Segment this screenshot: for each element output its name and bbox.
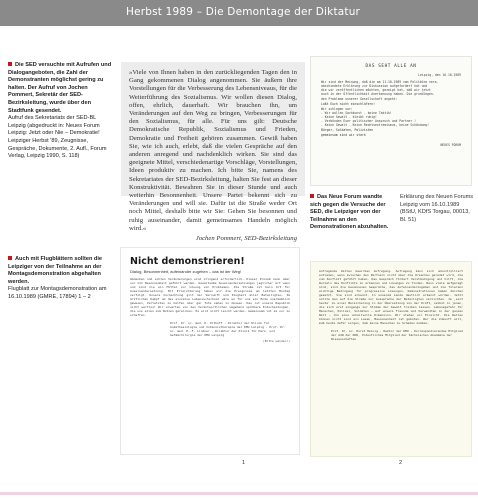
- red-bullet-icon: [8, 256, 12, 260]
- doc-line: Wir sind der Meinung, daß die am 11.10.1989 vom Politbüro vera-: [321, 80, 439, 85]
- quote-text: »Viele von Ihnen haben in den zurückliegenden Tagen den in Gang gekommenen Dialog angenommen. Sie äußern ihre Vorstellungen für die Verbesserung des Lebensniveaus, für die Weiterführung des Sozialismus. Wir wollen diesen Dialog, offen, ehrlich, dauerhaft. Wir brauchen ihn, um Veränderungen auf den Weg zu bringen, Verbesserungen für den Sozialismus, für alle. Für uns gilt: Deutsche Demokratische Republik, Sozialismus und Frieden, Demokratie und Freiheit gehören zusammen. Gewiß haben Sie, wie ich auch, erlebt, daß die vielen Gespräche auf den anderen anregend und nachdenklich wirken. Sie sind das geeignete Mittel, verschiedenartige Vorschläge, Vorstellungen, Ideen produktiv zu machen. Ich bitte Sie, namens des Sekretariates der SED-Bezirksleitung, halten Sie fest an dieser Konstruktivität. Bewahren Sie in dieser Stunde und auch weiterhin Besonnenheit. Unsere Partei bekennt sich zu Veränderungen und will sie. Dafür ist die Straße weder Ort noch Mittel, deshalb bitte wir Sie: Gehen Sie besonnen und ruhig auseinander, damit gemeinsames Handeln möglich wird.«: [129, 69, 297, 232]
- doc-line: die wir veröffentlichen möchten, gezeigt hat, daß wir jetzt: [321, 88, 431, 93]
- sidebar-note-flyers: [8, 256, 114, 302]
- flyer-signatories: Prof. Dr. sc. med. D. Olthoff · Direktor der Klinik für Anästhesiologie und Intensivtherapie der KMU Leipzig · Prof. Dr. sc. med. E.-F. Lindner · Direktor der Klinik für Herz- und Gefäßchirurgie der KMU Leipzig: [170, 321, 286, 337]
- quote-author: Jochen Pommert, SED-Bezirksleitung: [195, 235, 297, 243]
- note-source: Flugblatt zur Montagsdemonstration am 16.10.1989 (GMRE, 17894) 1 – 2: [8, 286, 107, 300]
- page-header: [0, 0, 478, 26]
- sidebar-note-sed-appeal: [8, 62, 114, 161]
- note-lead: Auch mit Flugblättern sollten die Leipziger von der Teilnahme an der Montagsdemonstration abgehalten werden.: [8, 256, 103, 285]
- doc-signature: NEUES FORUM: [440, 143, 461, 148]
- red-bullet-icon: [310, 194, 314, 198]
- sidebar-note-neues-forum: [310, 194, 390, 232]
- header-title: Herbst 1989 – Die Demontage der Diktatur: [126, 6, 361, 18]
- flyer-subtitle: Dialog, Besonnenheit, aufeinander zugehen – das ist der Weg!: [130, 269, 242, 274]
- doc-line: den Probleme unserer Gesellschaft angeht:: [321, 96, 398, 101]
- doc-line: abschiedete Erklärung zur Diskussion aufgefordert hat und: [321, 84, 428, 89]
- flyer-title: Nicht demonstrieren!: [130, 256, 245, 267]
- bottom-band: [0, 492, 478, 495]
- doc-slogan: Bürger, Soldaten, Polizisten: [321, 128, 374, 133]
- red-bullet-icon: [8, 62, 12, 66]
- page-number: 2: [399, 460, 403, 466]
- flyer-text: Aufregende Zeiten bewirken Aufregung. Aufregung kann sich unkontrolliert entladen, wenn zwischen den Partnern nicht über die Ursachen geredet wird, die zum Konflikt geführt haben. Das Gespräch fördert Verständigung und hilft, die Wurzeln des Konflikts zu erkennen und Lösungen zu finden. Wenn viele aufgeregt sind, sind die besonnenen Gespräche, das Aufeinanderzugehen und die Toleranz wichtige Bedingung für progressive Lösungen. Demonstrationen haben Zeichen gesetzt. Sie sind erkannt. In unserem Lande deutlich erkannt worden. Jetzt sollte man auf die Straße zur Aussprache der Beteiligten verzichten. Je ‚seit heute' zu einer Bereicherung in der Übersetzung von der Kraft, selbst in jenen, die sich erst eingangs zur Stimme der Gewalt treiben lassen. Lebensgefahr für Menschen, Polizei, Soldaten – auf unsere Freunde und Verwandten in der ganzen Welt – ihn eine unheilvolle Dimension. Wir stehen vor Einsicht. Die Wellen können nicht sind ein Lesen, Besonnenheit ist geboten. Wer die Zukunft will, muß heute dafür sorgen, daß keine Menschen zu Schaden kommen.: [319, 269, 463, 325]
- note-source: Aufruf des Sekretariats der SED-BL Leipzig (abgedruckt in: Neues Forum Leipzig: Jetzt oder Nie – Demokratie! Leipziger Herbst '89, Zeugnisse, Gespräche, Dokumente, 2. Aufl., Forum Verlag, Leipzig 1990, S. 118): [8, 115, 107, 160]
- flyer-page-2: [310, 261, 472, 457]
- page-number: 1: [242, 460, 246, 466]
- flyer-turn-note: (Bitte wenden!): [262, 339, 290, 343]
- flyer-signatories: Prof. Dr. sc. Horst Heinig · Rektor der KMU · Korrespondierendes Mitglied der AdW der DDR, Ordentliches Mitglied der Sächsischen Akademie der Wissenschaften: [331, 329, 463, 341]
- doc-line: - Keine Gewalt - bleibt ruhig!: [321, 114, 377, 119]
- doc-line: - Keine Gewalt - Keine Rechtsextremismus, keine Schändung!: [321, 123, 430, 128]
- doc-line: - Verbünden Euer politischer Anspruch und Partner !: [321, 119, 416, 124]
- doc-slogan: Laßt Euch nicht einschläfern!: [321, 101, 376, 106]
- doc-line: auch in der Öffentlichkeit Anerkennung haben. Die grundlegen-: [321, 92, 435, 97]
- flyer-page-1: [120, 247, 300, 455]
- quote-box: [121, 62, 305, 243]
- doc-heading: DAS SEHT ALLE AN: [365, 64, 417, 69]
- doc-date: Leipzig, den 16.10.1989: [418, 73, 461, 78]
- document-neues-forum: [310, 56, 472, 186]
- doc-slogan: gemeinsam sind wir stark: [321, 133, 366, 138]
- note-lead: Die SED versuchte mit Aufrufen und Dialogangeboten, die Zahl der Demonstranten möglichst gering zu halten. Der Aufruf von Jochen Pommert, Sekretär der SED-Bezirksleitung, wurde über den Stadtfunk gesendet.: [8, 62, 112, 114]
- flyer-text: Umdenken und echten Veränderungen sind dringend erforderlich. Dieser Prozeß kann aber nur mit Besonnenheit geführt werden. Gewaltsame Auseinandersetzungen jeglicher Art wenn und sind nie ein Mittel zur Lösung von Problemen. Die Straße ist kein Ort für Auseinandersetzung. Mit Erleichterung haben wir die Ereignisse am letzten Montag verfolgt. Unsere hochachtung gilt der Vernunft und Klugheit aller Beteiligten. Im ärztlichen Kampf um das einzelne Lebensschicksal wäre es für uns ein Ende unermeßlich gewesen, Verletzten zu helfen oder gar Tote sehen zu müssen. Das ist unsere Republik nicht wertlos! Wir erwarten von den Verantwortlichen umgehend spürbare Entscheidungen, die uns allen zum Nutzen gereichen. Es wird nicht leicht werden. Gemeinsam ist es nur zu schaffen.: [130, 277, 290, 317]
- doc-line: - Wir wollen Sachkunst - keine Taktik!: [321, 110, 392, 115]
- document-caption: Erklärung des Neuen Forums Leipzig vom 16.10.1989 (BStU, KDfS Torgau, 00013, Bl. 51): [400, 194, 474, 223]
- note-lead: Das Neue Forum wandte sich gegen die Versuche der SED, die Leipziger von der Teilnahme an den Demonstrationen abzuhalten.: [310, 194, 389, 231]
- doc-line: Wir schlagen vor:: [321, 106, 353, 111]
